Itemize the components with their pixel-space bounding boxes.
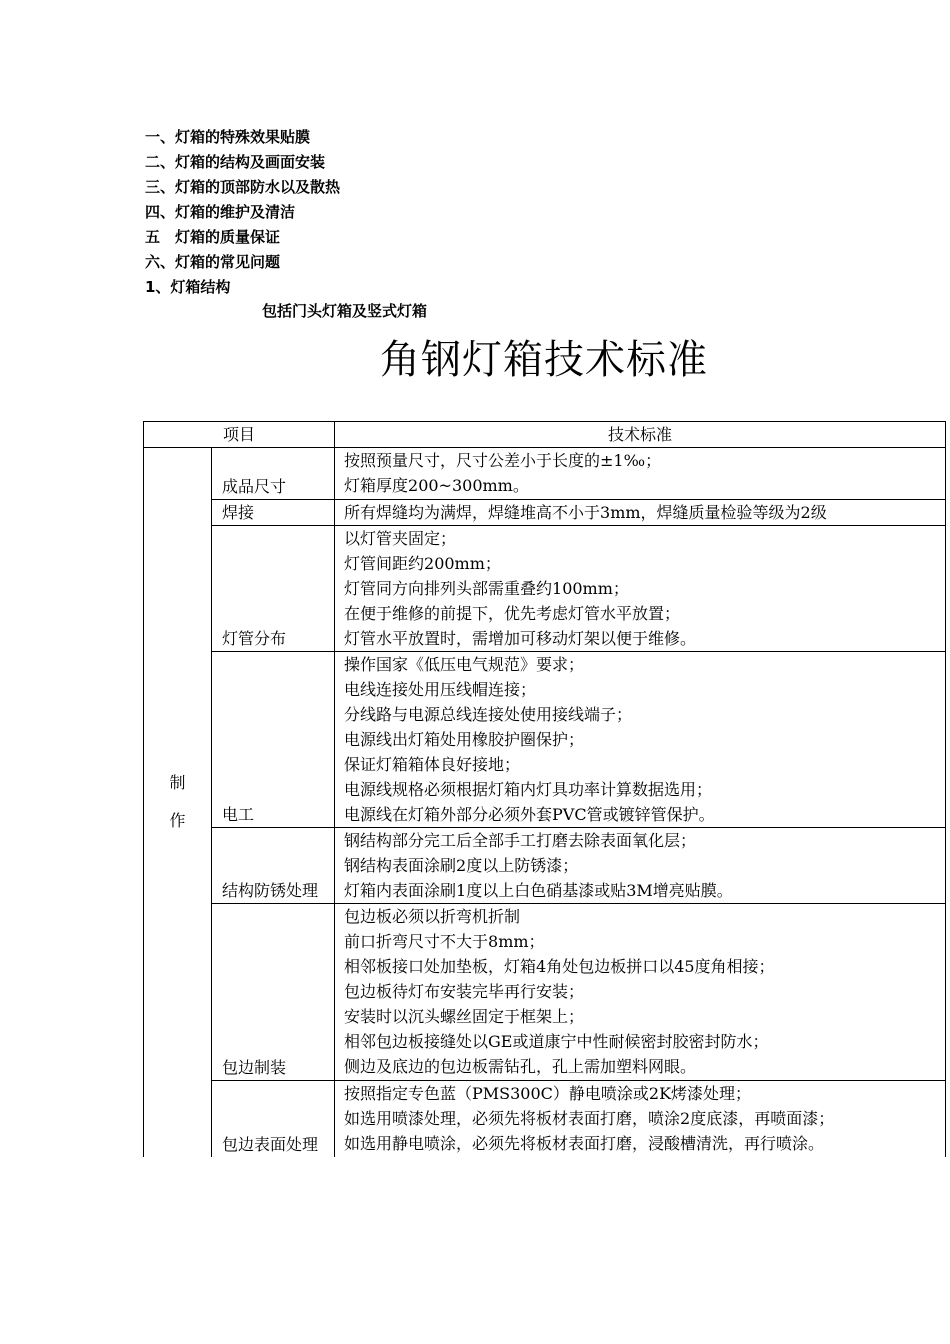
standard-cell bbox=[335, 652, 946, 828]
toc-item: 1、灯箱结构 bbox=[145, 278, 231, 296]
standard-line: 相邻包边板接缝处以GE或道康宁中性耐候密封胶密封防水； bbox=[344, 1032, 769, 1051]
standard-line: 电源线规格必须根据灯箱内灯具功率计算数据选用； bbox=[344, 780, 713, 799]
standard-line: 所有焊缝均为满焊，焊缝堆高不小于3mm，焊缝质量检验等级为2级 bbox=[344, 503, 827, 522]
standard-line: 电线连接处用压线帽连接； bbox=[344, 680, 537, 699]
standard-line: 在便于维修的前提下，优先考虑灯管水平放置； bbox=[344, 604, 681, 623]
standard-line: 按照指定专色蓝（PMS300C）静电喷涂或2K烤漆处理； bbox=[344, 1084, 752, 1103]
table-row bbox=[144, 828, 946, 904]
category-char: 作 bbox=[169, 811, 186, 831]
item-cell: 焊接 bbox=[212, 500, 335, 526]
standard-line: 前口折弯尺寸不大于8mm； bbox=[344, 932, 545, 951]
item-cell: 电工 bbox=[212, 652, 335, 828]
standard-line: 电源线出灯箱处用橡胶护圈保护； bbox=[344, 730, 585, 749]
toc-item: 六、灯箱的常见问题 bbox=[145, 253, 281, 271]
item-cell: 结构防锈处理 bbox=[212, 828, 335, 904]
standard-line: 如选用喷漆处理，必须先将板材表面打磨，喷涂2度底漆，再喷面漆； bbox=[344, 1109, 835, 1128]
item-cell: 包边表面处理 bbox=[212, 1081, 335, 1157]
category-cell bbox=[144, 448, 212, 1157]
standards-table bbox=[143, 421, 946, 1157]
standard-line: 操作国家《低压电气规范》要求； bbox=[344, 655, 585, 674]
table-row bbox=[144, 1081, 946, 1157]
toc-item: 一、灯箱的特殊效果贴膜 bbox=[145, 128, 311, 146]
standard-line: 灯箱内表面涂刷1度以上白色硝基漆或贴3M增亮贴膜。 bbox=[344, 881, 733, 900]
item-cell: 成品尺寸 bbox=[212, 448, 335, 500]
item-cell: 灯管分布 bbox=[212, 526, 335, 652]
item-cell: 包边制装 bbox=[212, 904, 335, 1081]
document-title: 角钢灯箱技术标准 bbox=[380, 337, 708, 383]
standard-line: 分线路与电源总线连接处使用接线端子； bbox=[344, 705, 633, 724]
standard-line: 相邻板接口处加垫板，灯箱4角处包边板拼口以45度角相接； bbox=[344, 957, 775, 976]
standard-cell bbox=[335, 828, 946, 904]
header-standard: 技术标准 bbox=[335, 422, 946, 448]
table-row bbox=[144, 526, 946, 652]
standard-line: 钢结构部分完工后全部手工打磨去除表面氧化层； bbox=[344, 831, 697, 850]
standard-line: 灯管水平放置时，需增加可移动灯架以便于维修。 bbox=[344, 629, 697, 648]
standard-line: 灯管同方向排列头部需重叠约100mm； bbox=[344, 579, 629, 598]
standard-line: 灯管间距约200mm； bbox=[344, 554, 501, 573]
toc-item: 四、灯箱的维护及清洁 bbox=[145, 203, 296, 221]
category-char: 制 bbox=[169, 773, 186, 793]
standard-line: 侧边及底边的包边板需钻孔，孔上需加塑料网眼。 bbox=[344, 1057, 697, 1076]
standard-line: 以灯管夹固定； bbox=[344, 529, 457, 548]
standard-line: 包边板必须以折弯机折制 bbox=[344, 907, 521, 926]
header-item: 项目 bbox=[144, 422, 335, 448]
standard-line: 保证灯箱箱体良好接地； bbox=[344, 755, 521, 774]
standard-line: 包边板待灯布安装完毕再行安装； bbox=[344, 982, 585, 1001]
standard-line: 电源线在灯箱外部分必须外套PVC管或镀锌管保护。 bbox=[344, 805, 715, 824]
standard-line: 如选用静电喷涂，必须先将板材表面打磨，浸酸槽清洗，再行喷涂。 bbox=[344, 1134, 825, 1153]
table-of-contents bbox=[145, 125, 340, 300]
toc-item: 三、灯箱的顶部防水以及散热 bbox=[145, 178, 341, 196]
table-row bbox=[144, 652, 946, 828]
table-row bbox=[144, 500, 946, 526]
table-header-row bbox=[144, 422, 946, 448]
standard-line: 灯箱厚度200~300mm。 bbox=[344, 476, 529, 495]
standard-cell bbox=[335, 526, 946, 652]
standard-cell bbox=[335, 500, 946, 526]
table-row bbox=[144, 448, 946, 500]
standard-line: 钢结构表面涂刷2度以上防锈漆； bbox=[344, 856, 579, 875]
table-row bbox=[144, 904, 946, 1081]
standard-cell bbox=[335, 448, 946, 500]
standard-cell bbox=[335, 1081, 946, 1157]
toc-item: 五 灯箱的质量保证 bbox=[145, 228, 281, 246]
standard-cell bbox=[335, 904, 946, 1081]
section-subtitle: 包括门头灯箱及竖式灯箱 bbox=[262, 302, 428, 320]
standard-line: 按照预量尺寸，尺寸公差小于长度的±1‰； bbox=[344, 451, 662, 470]
toc-item: 二、灯箱的结构及画面安装 bbox=[145, 153, 326, 171]
standard-line: 安装时以沉头螺丝固定于框架上； bbox=[344, 1007, 585, 1026]
